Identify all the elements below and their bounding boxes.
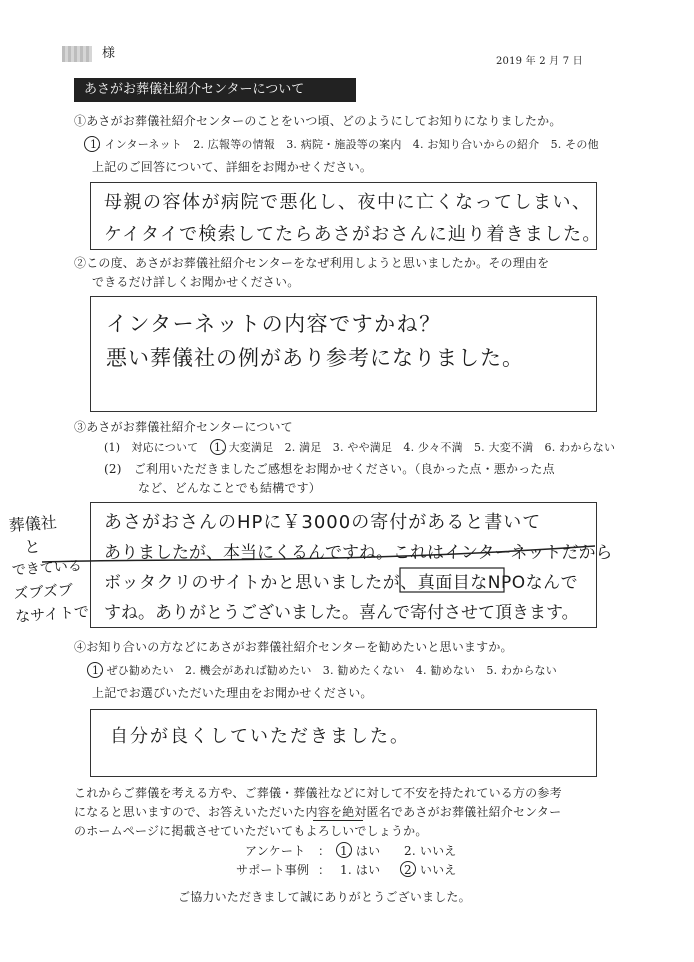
support-selected-circle <box>400 861 416 877</box>
q4-answer: 自分が良くしていただきました。 <box>110 726 410 747</box>
q3-selected-circle <box>210 439 226 455</box>
margin-note-line: なサイトで <box>14 602 90 626</box>
margin-note-line: ズブズブ <box>12 580 74 603</box>
footer-thanks: ご協力いただきまして誠にありがとうございました。 <box>178 890 471 904</box>
q4-options: 1. ぜひ勧めたい 2. 機会があれば勧めたい 3. 勧めたくない 4. 勧めない 5. わからない <box>92 664 557 677</box>
consent-line2: になると思いますので、お答えいただいた内容を絶対匿名であさがお葬儀社紹介センター <box>74 805 562 819</box>
support-opt-no: 2. いいえ <box>404 863 457 877</box>
q2-answer-line2: 悪い葬儀社の例があり参考になりました。 <box>106 346 524 370</box>
margin-note-line: 葬儀社 <box>8 512 58 535</box>
redacted-name <box>62 46 92 62</box>
q2-question-line1: ②この度、あさがお葬儀社紹介センターをなぜ利用しようと思いましたか。その理由を <box>74 256 550 270</box>
honorific: 様 <box>102 46 116 61</box>
section-banner: あさがお葬儀社紹介センターについて <box>74 78 356 102</box>
q3-emphasis-box <box>398 566 508 596</box>
survey-colon: ： <box>318 844 331 858</box>
margin-note <box>8 509 90 629</box>
q3-sub2-line1: (2) ご利用いただきましたご感想をお聞かせください。（良かった点・悪かった点 <box>104 462 555 476</box>
q4-reason-prompt: 上記でお選びいただいた理由をお聞かせください。 <box>92 686 373 700</box>
support-opt-yes: 1. はい <box>340 863 381 877</box>
survey-opt-yes: 1. はい <box>340 844 381 858</box>
margin-note-line: できている <box>11 557 83 579</box>
q4-question: ④お知り合いの方などにあさがお葬儀社紹介センターを勧めたいと思いますか。 <box>74 640 513 654</box>
support-colon: ： <box>318 863 331 877</box>
q3-handwritten-stroke <box>40 540 600 570</box>
q3-answer-line1: あさがおさんのHPに￥3000の寄付があると書いて <box>104 512 542 533</box>
q1-answer-line1: 母親の容体が病院で悪化し、夜中に亡くなってしまい、 <box>104 192 592 213</box>
q2-question-line2: できるだけ詳しくお聞かせください。 <box>92 275 300 289</box>
q1-question: ①あさがお葬儀社紹介センターのことをいつ頃、どのようにしてお知りになりましたか。 <box>74 114 562 128</box>
q3-answer-line3: ボッタクリのサイトかと思いましたが、真面目なNPOなんで <box>104 573 579 593</box>
q1-options: 1. インターネット 2. 広報等の情報 3. 病院・施設等の案内 4. お知り合いからの紹介 5. その他 <box>90 138 599 151</box>
q1-answer-line2: ケイタイで検索してたらあさがおさんに辿り着きました。 <box>104 224 602 245</box>
q3-sub1-options: 1. 大変満足 2. 満足 3. やや満足 4. 少々不満 5. 大変不満 6. わからない <box>214 441 616 454</box>
q3-answer-line2: ありましたが、本当にくるんですね。これはインターネットだから <box>104 543 613 563</box>
q3-answer-line4: すね。ありがとうございました。喜んで寄付させて頂きます。 <box>104 603 579 623</box>
anonymous-underline <box>313 820 363 821</box>
q1-detail-prompt: 上記のご回答について、詳細をお聞かせください。 <box>92 160 373 174</box>
survey-opt-no: 2. いいえ <box>404 844 457 858</box>
q3-sub2-line2: など、どんなことでも結構です） <box>138 481 322 495</box>
support-label: サポート事例 <box>236 863 310 877</box>
survey-label: アンケート <box>245 844 306 858</box>
date: 2019 年 2 月 7 日 <box>496 56 583 67</box>
q3-question: ③あさがお葬儀社紹介センターについて <box>74 420 293 434</box>
q2-answer-line1: インターネットの内容ですかね？ <box>106 312 442 336</box>
q1-selected-circle <box>84 136 100 152</box>
q3-sub1-label: (1) 対応について <box>104 441 199 454</box>
survey-selected-circle <box>336 842 352 858</box>
consent-line1: これからご葬儀を考える方や、ご葬儀・葬儀社などに対して不安を持たれている方の参考 <box>74 786 562 800</box>
margin-note-line: と <box>23 536 42 557</box>
consent-line3: のホームページに掲載させていただいてもよろしいでしょうか。 <box>74 824 428 838</box>
q4-selected-circle <box>87 662 103 678</box>
